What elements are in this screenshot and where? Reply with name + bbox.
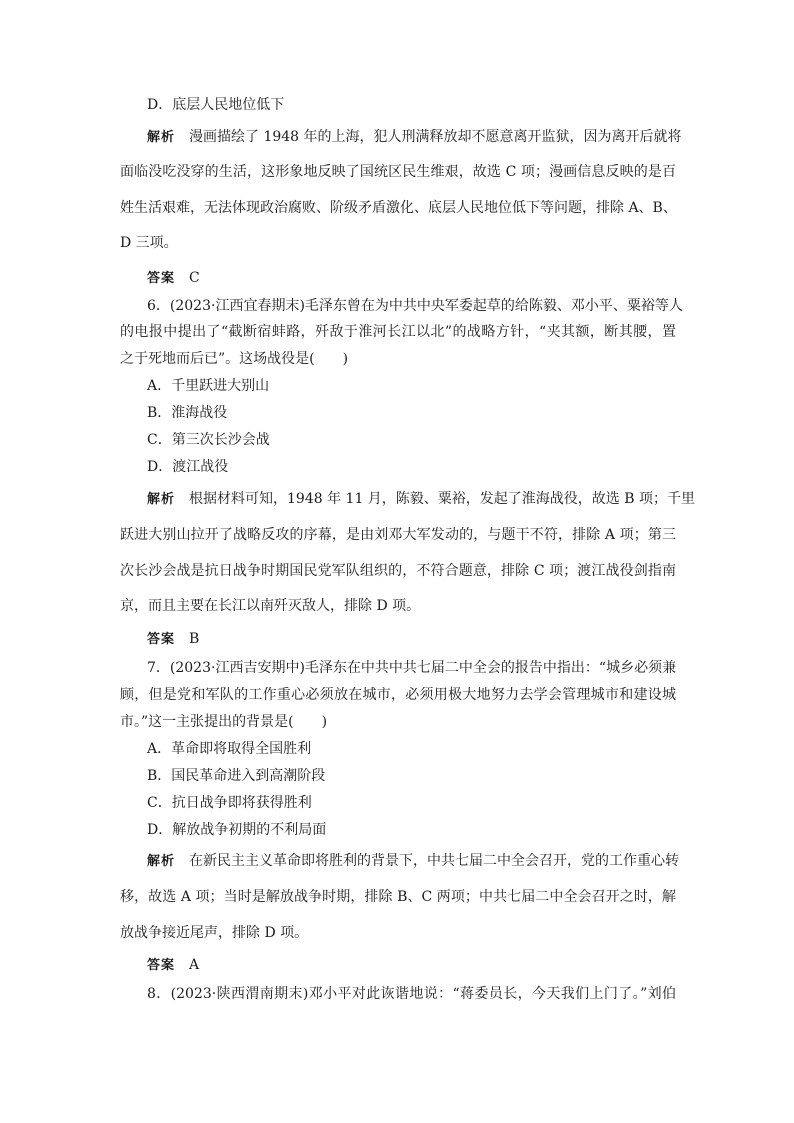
analysis-label: 解析	[147, 492, 176, 507]
analysis-line: 京，而且主要在长江以南歼灭敌人，排除 D 项。	[120, 598, 421, 614]
analysis-line: 放战争接近尾声，排除 D 项。	[120, 925, 309, 941]
answer-label: 答案	[147, 271, 176, 286]
question-stem: 市。”这一主张提出的背景是( )	[120, 714, 328, 730]
analysis-line: 解析 漫画描绘了 1948 年的上海，犯人刑满释放却不愿意离开监狱，因为离开后就将	[147, 129, 682, 145]
analysis-line: 跃进大别山拉开了战略反攻的序幕，是由刘邓大军发动的，与题干不符，排除 A 项；第三	[120, 527, 676, 543]
question-stem: 顾，但是党和军队的工作重心必须放在城市，必须用极大地努力去学会管理城市和建设城	[120, 687, 676, 703]
answer-value: A	[189, 957, 200, 973]
analysis-line: 姓生活艰难，无法体现政治腐败、阶级矛盾激化、底层人民地位低下等问题，排除 A、B、	[120, 200, 677, 216]
question-stem: 6．(2023·江西宜春期末)毛泽东曾在为中共中央军委起草的给陈毅、邓小平、粟裕等人	[147, 298, 683, 314]
analysis-label: 解析	[147, 130, 176, 145]
question-stem: 7．(2023·江西吉安期中)毛泽东在中共中共七届二中全会的报告中指出：“城乡必须兼	[147, 660, 677, 676]
analysis-line: 面临没吃没穿的生活，这形象地反映了国统区民生维艰，故选 C 项；漫画信息反映的是百	[120, 164, 676, 180]
option-a: A．千里跃进大别山	[147, 378, 270, 394]
option-d: D．底层人民地位低下	[147, 97, 285, 113]
analysis-label: 解析	[147, 854, 176, 869]
analysis-line: 次长沙会战是抗日战争时期国民党军队组织的，不符合题意，排除 C 项；渡江战役剑指南	[120, 563, 676, 579]
option-c: C．第三次长沙会战	[147, 432, 270, 448]
option-d: D．解放战争初期的不利局面	[147, 822, 327, 838]
analysis-line: 解析 根据材料可知，1948 年 11 月，陈毅、粟裕，发起了淮海战役，故选 B 项；千里	[147, 491, 695, 507]
option-a: A．革命即将取得全国胜利	[147, 741, 312, 757]
answer-line	[147, 269, 676, 288]
analysis-line: D 三项。	[120, 235, 178, 251]
option-c: C．抗日战争即将获得胜利	[147, 795, 312, 811]
question-stem: 8．(2023·陕西渭南期末)邓小平对此诙谐地说：“蒋委员长，今天我们上门了。”刘伯	[147, 986, 676, 1002]
answer-label: 答案	[147, 958, 176, 973]
analysis-line: 解析 在新民主主义革命即将胜利的背景下，中共七届二中全会召开，党的工作重心转	[147, 853, 680, 869]
question-stem: 之于死地而后已”。这场战役是( )	[120, 351, 349, 367]
answer-line	[147, 956, 676, 975]
analysis-line: 移，故选 A 项；当时是解放战争时期，排除 B、C 两项；中共七届二中全会召开之时，解	[120, 889, 676, 905]
question-stem: 的电报中提出了“截断宿蚌路，歼敌于淮河长江以北”的战略方针，“夹其额，断其腰，置	[120, 324, 676, 340]
option-b: B．国民革命进入到高潮阶段	[147, 768, 326, 784]
option-b: B．淮海战役	[147, 405, 228, 421]
answer-line	[147, 630, 676, 649]
answer-value: B	[189, 631, 200, 647]
answer-value: C	[189, 270, 200, 286]
option-d: D．渡江战役	[147, 459, 229, 475]
answer-label: 答案	[147, 632, 176, 647]
